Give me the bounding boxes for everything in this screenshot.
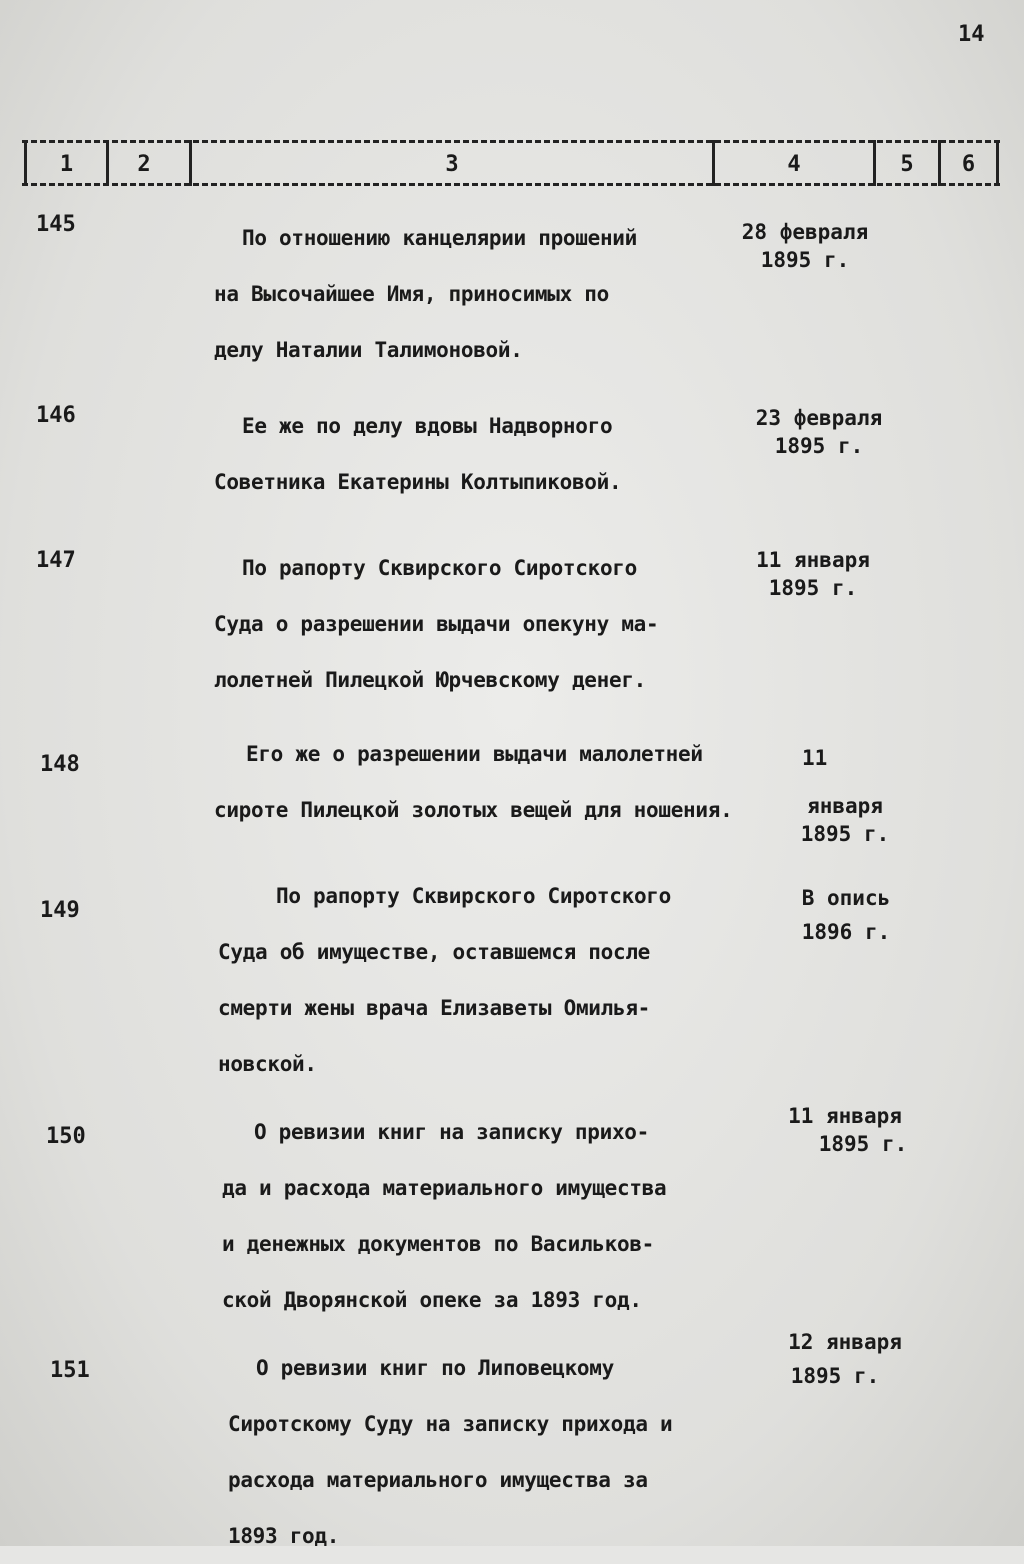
description-line: 1893 год. <box>228 1524 340 1548</box>
description-line: сироте Пилецкой золотых вещей для ношения. <box>214 798 733 822</box>
header-col-5: 5 <box>900 152 914 177</box>
description-line: Суда об имуществе, оставшемся после <box>218 940 651 964</box>
header-bottom-rule <box>22 183 1000 186</box>
description-line: Советника Екатерины Колтыпиковой. <box>214 470 622 494</box>
date-line: 1895 г. <box>800 822 890 846</box>
entry-number: 147 <box>36 548 76 573</box>
description-line: делу Наталии Талимоновой. <box>214 338 523 362</box>
date-line: 11 <box>802 746 828 770</box>
header-col-2: 2 <box>137 152 151 177</box>
description-line: ской Дворянской опеке за 1893 год. <box>222 1288 642 1312</box>
header-col-6: 6 <box>961 152 976 177</box>
entry-date <box>790 744 900 848</box>
date-line: 23 февраля <box>755 406 883 430</box>
date-line: 11 января <box>756 548 870 572</box>
entry-date <box>738 546 888 602</box>
header-col-1: 1 <box>59 152 74 177</box>
entry-number: 146 <box>36 403 76 428</box>
entry-description <box>214 210 637 378</box>
description-line: и денежных документов по Васильков- <box>222 1232 655 1256</box>
description-line: По отношению канцелярии прошений <box>242 226 637 250</box>
entry-date <box>744 404 894 460</box>
header-col-3: 3 <box>445 152 459 177</box>
entry-date <box>770 1102 920 1158</box>
entry-number: 151 <box>50 1358 90 1383</box>
entry-date <box>730 218 880 274</box>
header-top-rule <box>22 140 1000 143</box>
description-line: Сиротскому Суду на записку прихода и <box>228 1412 673 1436</box>
entry-description <box>218 868 671 1092</box>
description-line: Его же о разрешении выдачи малолетней <box>246 742 703 766</box>
entry-number: 145 <box>36 212 76 237</box>
date-line: В опись <box>801 886 891 910</box>
entry-description <box>214 726 732 838</box>
header-separator <box>996 140 999 186</box>
entry-description <box>214 398 621 510</box>
entry-date <box>770 1328 920 1390</box>
page-number: 14 <box>958 22 985 47</box>
entry-number: 149 <box>40 898 80 923</box>
date-line: 11 января <box>788 1104 902 1128</box>
date-line: 1895 г. <box>768 576 858 600</box>
description-line: О ревизии книг по Липовецкому <box>256 1356 614 1380</box>
entry-date <box>786 884 906 946</box>
description-line: Суда о разрешении выдачи опекуну ма- <box>214 612 659 636</box>
date-line: 1895 г. <box>774 434 864 458</box>
description-line: О ревизии книг на записку прихо- <box>254 1120 649 1144</box>
description-line: расхода материального имущества за <box>228 1468 648 1492</box>
description-line: да и расхода материального имущества <box>222 1176 667 1200</box>
date-line: 1895 г. <box>760 248 850 272</box>
entry-number: 150 <box>46 1124 86 1149</box>
description-line: на Высочайшее Имя, приносимых по <box>214 282 609 306</box>
description-line: По рапорту Сквирского Сиротского <box>242 556 637 580</box>
entry-description <box>222 1104 666 1328</box>
entry-description <box>214 540 658 708</box>
entry-number: 148 <box>40 752 80 777</box>
description-line: лолетней Пилецкой Юрчевскому денег. <box>214 668 647 692</box>
header-col-4: 4 <box>787 152 801 177</box>
date-line: 12 января <box>788 1330 902 1354</box>
date-line: января <box>807 794 883 818</box>
date-line: 1895 г. <box>790 1364 880 1388</box>
date-line: 28 февраля <box>741 220 869 244</box>
entry-description <box>228 1340 672 1564</box>
date-line: 1896 г. <box>801 920 891 944</box>
description-line: смерти жены врача Елизаветы Омилья- <box>218 996 651 1020</box>
description-line: Ее же по делу вдовы Надворного <box>242 414 613 438</box>
description-line: новской. <box>218 1052 317 1076</box>
date-line: 1895 г. <box>818 1132 908 1156</box>
description-line: По рапорту Сквирского Сиротского <box>276 884 671 908</box>
